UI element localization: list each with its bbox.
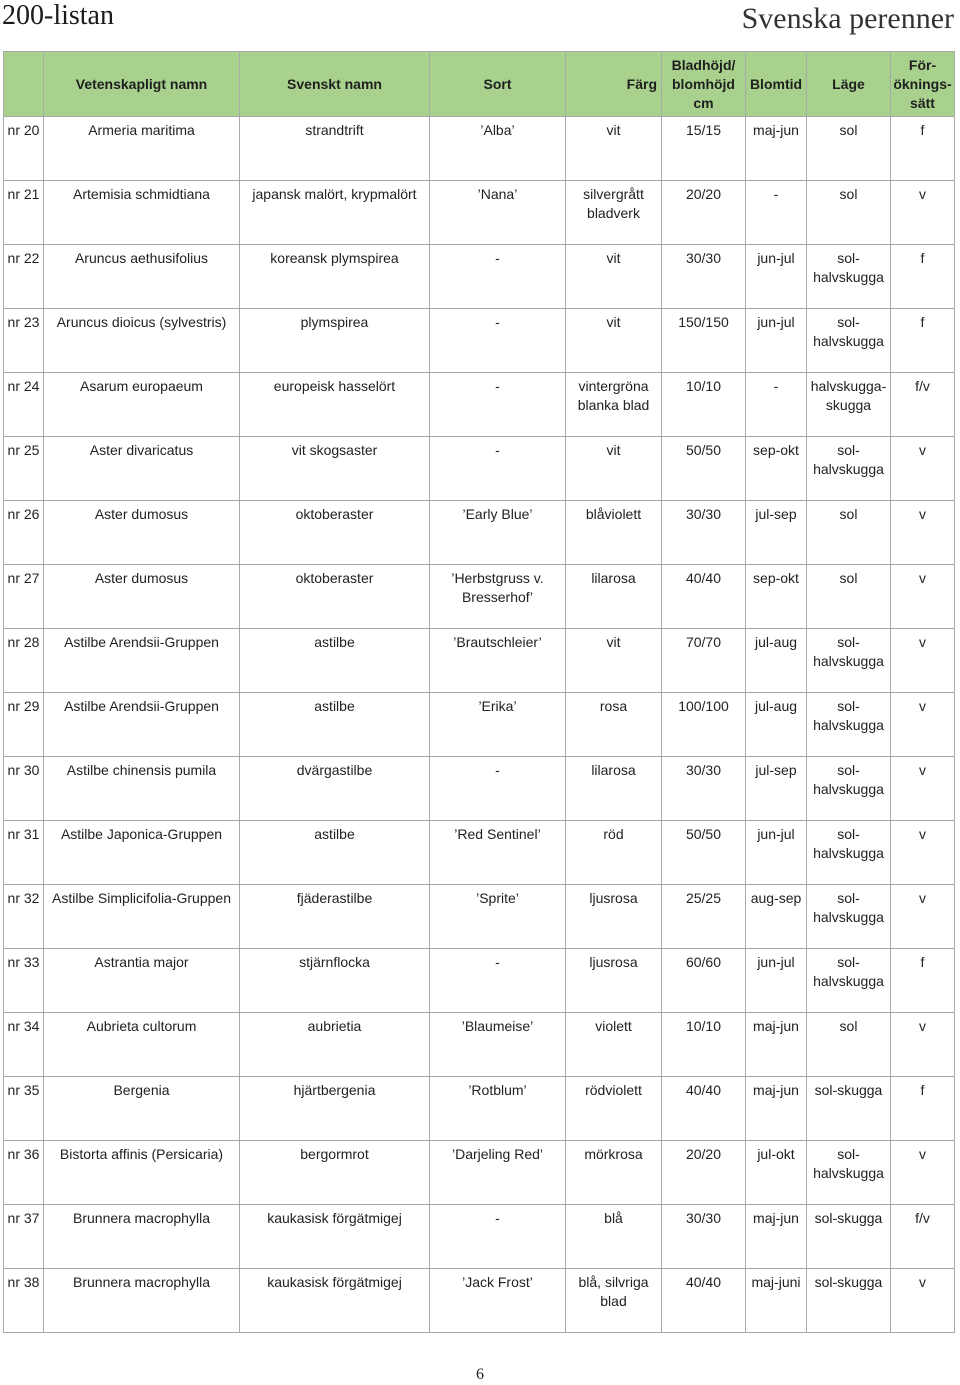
swedish-name-cell: oktoberaster <box>240 501 430 565</box>
table-row <box>4 181 955 245</box>
row-number: nr 35 <box>4 1077 44 1141</box>
cultivar-cell: - <box>430 373 566 437</box>
propagation-cell: f/v <box>891 373 955 437</box>
table-header-row <box>4 52 955 117</box>
color-cell: blå, silvriga blad <box>566 1269 662 1333</box>
bloom-time-cell: maj-jun <box>746 117 807 181</box>
bloom-time-cell: - <box>746 181 807 245</box>
table-row <box>4 1077 955 1141</box>
swedish-name-cell: strandtrift <box>240 117 430 181</box>
height-cell: 30/30 <box>662 1205 746 1269</box>
location-cell: sol <box>807 117 891 181</box>
bloom-time-cell: maj-jun <box>746 1077 807 1141</box>
propagation-cell: f/v <box>891 1205 955 1269</box>
column-header-color: Färg <box>566 52 662 117</box>
swedish-name-cell: astilbe <box>240 821 430 885</box>
propagation-cell: v <box>891 565 955 629</box>
propagation-cell: v <box>891 1141 955 1205</box>
row-number: nr 28 <box>4 629 44 693</box>
height-cell: 10/10 <box>662 1013 746 1077</box>
swedish-name-cell: koreansk plymspirea <box>240 245 430 309</box>
table-body <box>4 117 955 1333</box>
bloom-time-cell: jun-jul <box>746 309 807 373</box>
row-number: nr 31 <box>4 821 44 885</box>
location-cell: sol- halvskugga <box>807 629 891 693</box>
row-number: nr 38 <box>4 1269 44 1333</box>
color-cell: ljusrosa <box>566 949 662 1013</box>
table-row <box>4 949 955 1013</box>
bloom-time-cell: maj-jun <box>746 1205 807 1269</box>
color-cell: vit <box>566 309 662 373</box>
bloom-time-cell: jun-jul <box>746 821 807 885</box>
row-number: nr 23 <box>4 309 44 373</box>
scientific-name-cell: Asarum europaeum <box>44 373 240 437</box>
row-number: nr 21 <box>4 181 44 245</box>
color-cell: violett <box>566 1013 662 1077</box>
scientific-name-cell: Bistorta affinis (Persicaria) <box>44 1141 240 1205</box>
location-cell: sol <box>807 501 891 565</box>
location-cell: sol <box>807 565 891 629</box>
cultivar-cell: ’Blaumeise’ <box>430 1013 566 1077</box>
cultivar-cell: ’Darjeling Red’ <box>430 1141 566 1205</box>
color-cell: ljusrosa <box>566 885 662 949</box>
scientific-name-cell: Astilbe chinensis pumila <box>44 757 240 821</box>
bloom-time-cell: jul-sep <box>746 757 807 821</box>
row-number: nr 34 <box>4 1013 44 1077</box>
row-number: nr 27 <box>4 565 44 629</box>
cultivar-cell: ’Nana’ <box>430 181 566 245</box>
location-cell: sol- halvskugga <box>807 245 891 309</box>
propagation-cell: f <box>891 949 955 1013</box>
swedish-name-cell: aubrietia <box>240 1013 430 1077</box>
cultivar-cell: - <box>430 309 566 373</box>
height-cell: 40/40 <box>662 565 746 629</box>
cultivar-cell: ’Early Blue’ <box>430 501 566 565</box>
height-cell: 40/40 <box>662 1269 746 1333</box>
color-cell: rosa <box>566 693 662 757</box>
scientific-name-cell: Astilbe Simplicifolia-Gruppen <box>44 885 240 949</box>
color-cell: silvergrått bladverk <box>566 181 662 245</box>
swedish-name-cell: dvärgastilbe <box>240 757 430 821</box>
table-row <box>4 1141 955 1205</box>
cultivar-cell: ’Rotblum’ <box>430 1077 566 1141</box>
column-header-bloom-time: Blomtid <box>746 52 807 117</box>
propagation-cell: f <box>891 1077 955 1141</box>
height-cell: 30/30 <box>662 757 746 821</box>
table-row <box>4 821 955 885</box>
swedish-name-cell: plymspirea <box>240 309 430 373</box>
bloom-time-cell: sep-okt <box>746 565 807 629</box>
table-row <box>4 757 955 821</box>
swedish-name-cell: europeisk hasselört <box>240 373 430 437</box>
bloom-time-cell: jul-okt <box>746 1141 807 1205</box>
swedish-name-cell: vit skogsaster <box>240 437 430 501</box>
scientific-name-cell: Brunnera macrophylla <box>44 1269 240 1333</box>
swedish-name-cell: astilbe <box>240 629 430 693</box>
scientific-name-cell: Armeria maritima <box>44 117 240 181</box>
cultivar-cell: - <box>430 437 566 501</box>
page-number: 6 <box>476 1366 484 1383</box>
location-cell: sol-skugga <box>807 1269 891 1333</box>
location-cell: sol- halvskugga <box>807 1141 891 1205</box>
propagation-cell: v <box>891 757 955 821</box>
cultivar-cell: ’Herbstgruss v. Bresserhof’ <box>430 565 566 629</box>
location-cell: sol-skugga <box>807 1205 891 1269</box>
swedish-name-cell: stjärnflocka <box>240 949 430 1013</box>
swedish-name-cell: kaukasisk förgätmigej <box>240 1269 430 1333</box>
table-row <box>4 565 955 629</box>
scientific-name-cell: Aster divaricatus <box>44 437 240 501</box>
color-cell: vit <box>566 117 662 181</box>
propagation-cell: v <box>891 1013 955 1077</box>
color-cell: blåviolett <box>566 501 662 565</box>
location-cell: sol- halvskugga <box>807 821 891 885</box>
color-cell: vit <box>566 245 662 309</box>
height-cell: 30/30 <box>662 501 746 565</box>
propagation-cell: f <box>891 245 955 309</box>
color-cell: lilarosa <box>566 757 662 821</box>
table-row <box>4 1205 955 1269</box>
cultivar-cell: ’Jack Frost’ <box>430 1269 566 1333</box>
bloom-time-cell: - <box>746 373 807 437</box>
row-number: nr 24 <box>4 373 44 437</box>
row-number: nr 20 <box>4 117 44 181</box>
swedish-name-cell: hjärtbergenia <box>240 1077 430 1141</box>
scientific-name-cell: Brunnera macrophylla <box>44 1205 240 1269</box>
propagation-cell: v <box>891 693 955 757</box>
scientific-name-cell: Astilbe Arendsii-Gruppen <box>44 693 240 757</box>
row-number: nr 25 <box>4 437 44 501</box>
table-row <box>4 501 955 565</box>
propagation-cell: f <box>891 309 955 373</box>
table-row <box>4 1269 955 1333</box>
location-cell: sol- halvskugga <box>807 949 891 1013</box>
propagation-cell: v <box>891 181 955 245</box>
cultivar-cell: - <box>430 1205 566 1269</box>
row-number: nr 32 <box>4 885 44 949</box>
propagation-cell: v <box>891 501 955 565</box>
color-cell: rödviolett <box>566 1077 662 1141</box>
row-number: nr 30 <box>4 757 44 821</box>
bloom-time-cell: jul-sep <box>746 501 807 565</box>
color-cell: vit <box>566 629 662 693</box>
scientific-name-cell: Bergenia <box>44 1077 240 1141</box>
location-cell: sol <box>807 1013 891 1077</box>
scientific-name-cell: Aruncus aethusifolius <box>44 245 240 309</box>
table-row <box>4 693 955 757</box>
cultivar-cell: - <box>430 949 566 1013</box>
swedish-name-cell: fjäderastilbe <box>240 885 430 949</box>
column-header-cultivar: Sort <box>430 52 566 117</box>
table-row <box>4 117 955 181</box>
height-cell: 40/40 <box>662 1077 746 1141</box>
swedish-name-cell: oktoberaster <box>240 565 430 629</box>
bloom-time-cell: jun-jul <box>746 245 807 309</box>
table-row <box>4 885 955 949</box>
propagation-cell: v <box>891 1269 955 1333</box>
location-cell: sol- halvskugga <box>807 437 891 501</box>
color-cell: röd <box>566 821 662 885</box>
color-cell: vit <box>566 437 662 501</box>
color-cell: mörkrosa <box>566 1141 662 1205</box>
row-number: nr 37 <box>4 1205 44 1269</box>
row-number: nr 26 <box>4 501 44 565</box>
bloom-time-cell: jul-aug <box>746 629 807 693</box>
column-header-propagation: För- öknings- sätt <box>891 52 955 117</box>
scientific-name-cell: Astilbe Arendsii-Gruppen <box>44 629 240 693</box>
bloom-time-cell: sep-okt <box>746 437 807 501</box>
swedish-name-cell: japansk malört, krypmalört <box>240 181 430 245</box>
height-cell: 150/150 <box>662 309 746 373</box>
location-cell: sol- halvskugga <box>807 885 891 949</box>
swedish-name-cell: astilbe <box>240 693 430 757</box>
scientific-name-cell: Artemisia schmidtiana <box>44 181 240 245</box>
table-row <box>4 373 955 437</box>
section-title: Svenska perenner <box>741 2 954 35</box>
table-row <box>4 245 955 309</box>
propagation-cell: v <box>891 821 955 885</box>
table-row <box>4 437 955 501</box>
bloom-time-cell: aug-sep <box>746 885 807 949</box>
list-title: 200-listan <box>2 0 114 31</box>
table-row <box>4 1013 955 1077</box>
scientific-name-cell: Astilbe Japonica-Gruppen <box>44 821 240 885</box>
cultivar-cell: ’Erika’ <box>430 693 566 757</box>
row-number: nr 22 <box>4 245 44 309</box>
height-cell: 10/10 <box>662 373 746 437</box>
location-cell: sol- halvskugga <box>807 693 891 757</box>
table-row <box>4 309 955 373</box>
scientific-name-cell: Aster dumosus <box>44 565 240 629</box>
propagation-cell: v <box>891 629 955 693</box>
perennials-table <box>3 51 955 1333</box>
table-row <box>4 629 955 693</box>
propagation-cell: v <box>891 437 955 501</box>
height-cell: 25/25 <box>662 885 746 949</box>
cultivar-cell: - <box>430 757 566 821</box>
row-number: nr 29 <box>4 693 44 757</box>
location-cell: sol-skugga <box>807 1077 891 1141</box>
bloom-time-cell: jul-aug <box>746 693 807 757</box>
height-cell: 50/50 <box>662 437 746 501</box>
color-cell: blå <box>566 1205 662 1269</box>
propagation-cell: f <box>891 117 955 181</box>
height-cell: 20/20 <box>662 181 746 245</box>
height-cell: 60/60 <box>662 949 746 1013</box>
cultivar-cell: ’Sprite’ <box>430 885 566 949</box>
bloom-time-cell: maj-juni <box>746 1269 807 1333</box>
location-cell: sol- halvskugga <box>807 309 891 373</box>
column-header-height: Bladhöjd/ blomhöjd cm <box>662 52 746 117</box>
swedish-name-cell: bergormrot <box>240 1141 430 1205</box>
scientific-name-cell: Aubrieta cultorum <box>44 1013 240 1077</box>
row-number: nr 36 <box>4 1141 44 1205</box>
row-number: nr 33 <box>4 949 44 1013</box>
cultivar-cell: ’Brautschleier’ <box>430 629 566 693</box>
cultivar-cell: ’Alba’ <box>430 117 566 181</box>
propagation-cell: v <box>891 885 955 949</box>
location-cell: halvskugga- skugga <box>807 373 891 437</box>
bloom-time-cell: maj-jun <box>746 1013 807 1077</box>
location-cell: sol- halvskugga <box>807 757 891 821</box>
scientific-name-cell: Aster dumosus <box>44 501 240 565</box>
color-cell: vintergröna blanka blad <box>566 373 662 437</box>
height-cell: 30/30 <box>662 245 746 309</box>
scientific-name-cell: Aruncus dioicus (sylvestris) <box>44 309 240 373</box>
height-cell: 70/70 <box>662 629 746 693</box>
column-header-location: Läge <box>807 52 891 117</box>
height-cell: 100/100 <box>662 693 746 757</box>
column-header-swedish-name: Svenskt namn <box>240 52 430 117</box>
column-header-scientific-name: Vetenskapligt namn <box>44 52 240 117</box>
swedish-name-cell: kaukasisk förgätmigej <box>240 1205 430 1269</box>
height-cell: 50/50 <box>662 821 746 885</box>
column-header-nr <box>4 52 44 117</box>
scientific-name-cell: Astrantia major <box>44 949 240 1013</box>
color-cell: lilarosa <box>566 565 662 629</box>
height-cell: 20/20 <box>662 1141 746 1205</box>
cultivar-cell: ’Red Sentinel’ <box>430 821 566 885</box>
bloom-time-cell: jun-jul <box>746 949 807 1013</box>
height-cell: 15/15 <box>662 117 746 181</box>
cultivar-cell: - <box>430 245 566 309</box>
location-cell: sol <box>807 181 891 245</box>
